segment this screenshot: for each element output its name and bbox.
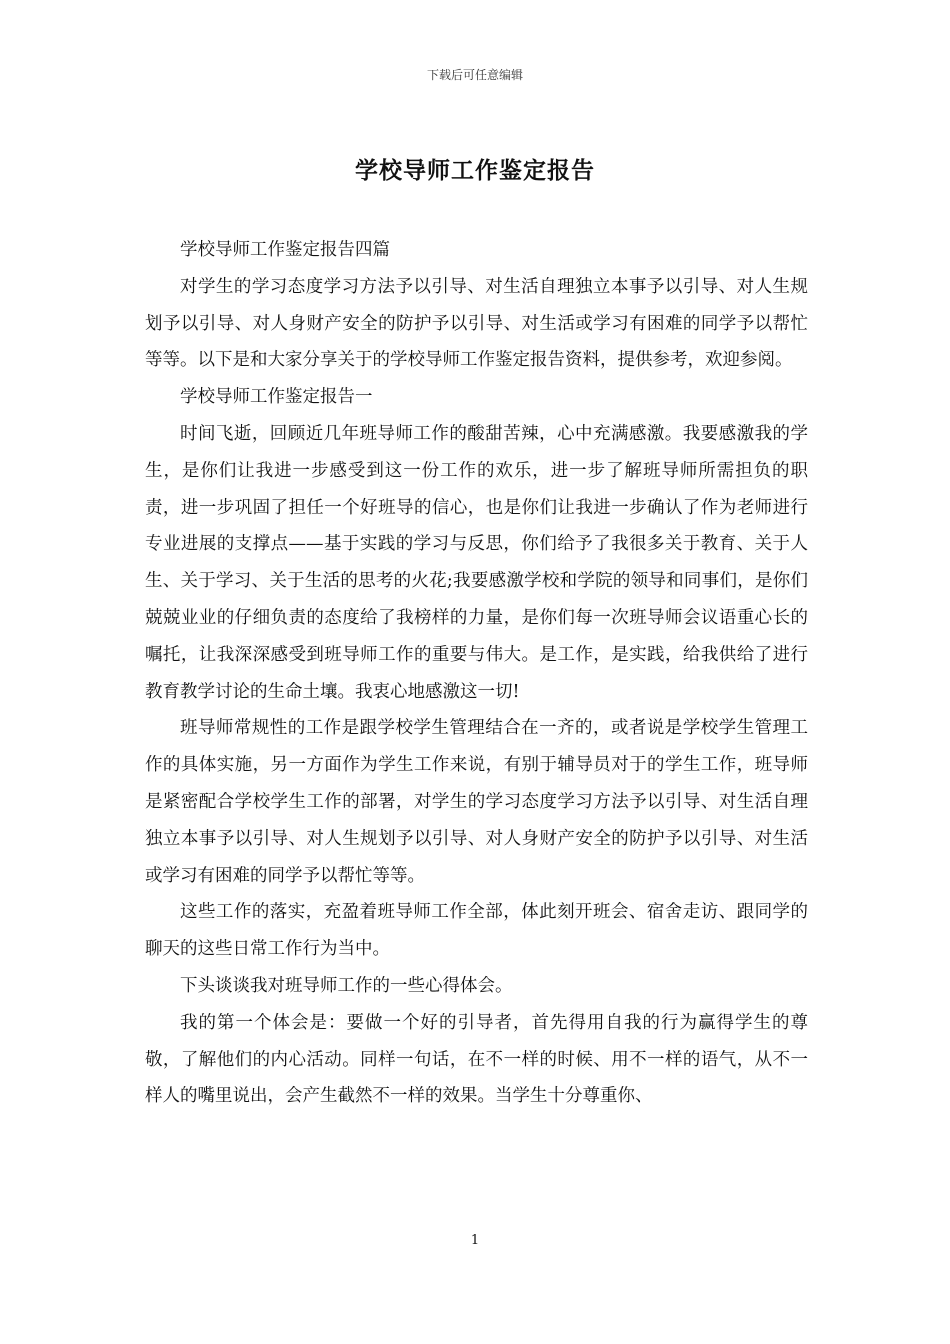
paragraph: 学校导师工作鉴定报告四篇 — [180, 240, 390, 260]
page-header: 下载后可任意编辑 — [426, 68, 523, 82]
paragraph: 我的第一个体会是：要做一个好的引导者，首先得用自我的行为赢得学生的尊敬，了解他们的内心活动。同样一句话，在不一样的时候、用不一样的语气，从不一样人的嘴里说出，会产生截然不一样的效果。当学生十分尊重你、 — [145, 1012, 808, 1107]
paragraph: 时间飞逝，回顾近几年班导师工作的酸甜苦辣，心中充满感激。我要感激我的学生，是你们让我进一步感受到这一份工作的欢乐，进一步了解班导师所需担负的职责，进一步巩固了担任一个好班导的信心，也是你们让我进一步确认了作为老师进行专业进展的支撑点——基于实践的学习与反思，你们给予了我很多关于教育、关于人生、关于学习、关于生活的思考的火花;我要感激学校和学院的领导和同事们，是你们兢兢业业的仔细负责的态度给了我榜样的力量，是你们每一次班导师会议语重心长的嘱托，让我深深感受到班导师工作的重要与伟大。是工作，是实践，给我供给了进行教育教学讨论的生命土壤。我衷心地感激这一切! — [145, 423, 808, 702]
paragraph: 这些工作的落实，充盈着班导师工作全部，体此刻开班会、宿舍走访、跟同学的聊天的这些日常工作行为当中。 — [145, 902, 808, 960]
page-number: 1 — [470, 1233, 480, 1248]
paragraph: 下头谈谈我对班导师工作的一些心得体会。 — [180, 975, 513, 996]
document-body — [145, 232, 808, 1115]
paragraph: 对学生的学习态度学习方法予以引导、对生活自理独立本事予以引导、对人生规划予以引导、对人身财产安全的防护予以引导、对生活或学习有困难的同学予以帮忙等等。以下是和大家分享关于的学校导师工作鉴定报告资料，提供参考，欢迎参阅。 — [145, 276, 808, 371]
paragraph: 学校导师工作鉴定报告一 — [180, 387, 373, 408]
document-title: 学校导师工作鉴定报告 — [355, 157, 595, 184]
paragraph: 班导师常规性的工作是跟学校学生管理结合在一齐的，或者说是学校学生管理工作的具体实施，另一方面作为学生工作来说，有别于辅导员对于的学生工作，班导师是紧密配合学校学生工作的部署，对学生的学习态度学习方法予以引导、对生活自理独立本事予以引导、对人生规划予以引导、对人身财产安全的防护予以引导、对生活或学习有困难的同学予以帮忙等等。 — [145, 718, 808, 886]
